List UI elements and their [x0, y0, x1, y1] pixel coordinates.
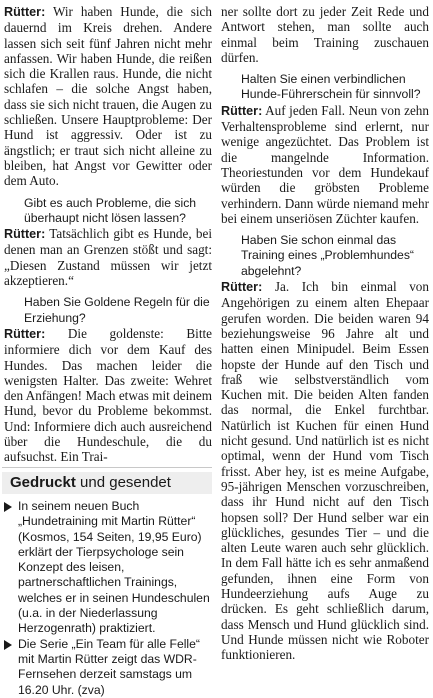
info-box-title: [2, 472, 212, 494]
answer-text: Auf jeden Fall. Neun von zehn Verhaltensprobleme sind erlernt, nur wenige angezüchtet. Das Problem ist die mangelnde Information. Theoriestunden vor dem Hundekauf würden die gröbsten Probleme verhindern. Dann würde niemand mehr bei einem unseriösen Züchter kaufen.: [221, 102, 429, 226]
info-box-item-text: In seinem neuen Buch „Hundetraining mit Martin Rütter“ (Kosmos, 154 Seiten, 19,95 Euro) erklärt der Tierpsychologe sein Konzept des leisen, partnerschaftlichen Trainings, welches er in seinen Hundeschulen (u.a. in der Niederlassung Herzogenrath) praktiziert.: [18, 499, 210, 636]
right-column: [221, 4, 429, 662]
info-box-title-rest: und gesendet: [75, 474, 171, 491]
info-box-list: [2, 499, 212, 698]
interview-question: Haben Sie Goldene Regeln für die Erziehung?: [24, 295, 210, 325]
info-box-item-text: Die Serie „Ein Team für alle Felle“ mit Martin Rütter zeigt das WDR-Fernsehen derzeit samstags um 16.20 Uhr. (zva): [18, 636, 200, 697]
answer-text: Ja. Ich bin einmal von Angehörigen zu einem alten Ehepaar gerufen worden. Die beiden waren 94 beziehungsweise 96 Jahre alt und hatten einen Minipudel. Beim Essen hopste der Hunde auf den Tisch und fraß wie selbstverständlich vom Kuchen mit. Die beiden Alten fanden das normal, die Enkel furchtbar. Natürlich ist Kuchen für einen Hund nicht gesund. Und natürlich ist es nicht optimal, wenn der Hund vom Tisch frisst. Aber hey, ist es meine Aufgabe, 95-jährigen Menschen vorzuschreiben, dass ihr Hund nicht auf den Tisch hopsen soll? Der Hund selber war ein glückliches, gesundes Tier – und die alten Leute waren auch sehr glücklich. In dem Fall hätte ich es sehr anmaßend gefunden, ihnen eine Form von Hundeerziehung aufs Auge zu drücken. Es geht schließlich darum, dass Mensch und Hund glücklich sind. Und Hunde müssen nicht wie Roboter funktionieren.: [221, 279, 429, 663]
answer-text: Die goldenste: Bitte informiere dich vor dem Kauf des Hundes. Das machen leider die wenigsten Halter. Das zweite: Wehret den Anfängen! Mach etwas mit deinem Hund, bevor du Probleme bekommst. Und: Informiere dich auch ausreichend über die Hundeschule, die du aufsuchst. Ein Trai-: [4, 325, 212, 465]
answer-paragraph: [221, 103, 429, 226]
interview-question: Gibt es auch Probleme, die sich überhaupt nicht lösen lassen?: [24, 195, 197, 225]
speaker-label: Rütter:: [4, 5, 46, 19]
speaker-label: Rütter:: [4, 326, 46, 341]
interview-question: Haben Sie schon einmal das Training eines „Problemhundes“ abgelehnt?: [241, 233, 414, 278]
triangle-bullet-icon: [4, 640, 12, 650]
info-box-item: [2, 499, 212, 637]
triangle-bullet-icon: [4, 502, 12, 512]
info-box: [2, 467, 212, 697]
answer-text: Tatsächlich gibt es Hunde, bei denen man an Grenzen stößt und sagt: „Diesen Zustand müssen wir jetzt akzeptieren.“: [4, 226, 212, 289]
speaker-label: Rütter:: [221, 280, 263, 295]
answer-text: Wir haben Hunde, die sich dauernd im Kreis drehen. Andere lassen sich seit fünf Jahren nicht mehr anfassen. Wir haben Hunde, die reißen sich die Krallen raus. Hunde, die nicht schlafen – die solche Angst haben, dass sie sich nicht trauen, die Augen zu schließen. Unsere Hauptprobleme: Der Hund ist aggressiv. Oder ist zu ängstlich; er traut sich nicht alleine zu bleiben, hat Angst vor Gewitter oder dem Auto.: [4, 4, 212, 189]
speaker-label: Rütter:: [4, 227, 46, 242]
info-box-item: [2, 637, 212, 698]
answer-paragraph: [4, 226, 212, 288]
answer-paragraph: [221, 279, 429, 662]
left-column: [4, 4, 212, 465]
answer-paragraph: [4, 326, 212, 465]
answer-paragraph: ner sollte dort zu jeder Zeit Rede und Antwort stehen, man sollte auch einmal beim Training zuschauen dürfen.: [221, 4, 429, 65]
info-box-title-bold: Gedruckt: [10, 474, 76, 491]
speaker-label: Rütter:: [221, 103, 263, 118]
interview-question: Halten Sie einen verbindlichen Hunde-Führerschein für sinnvoll?: [241, 72, 421, 102]
answer-paragraph: [4, 4, 212, 189]
